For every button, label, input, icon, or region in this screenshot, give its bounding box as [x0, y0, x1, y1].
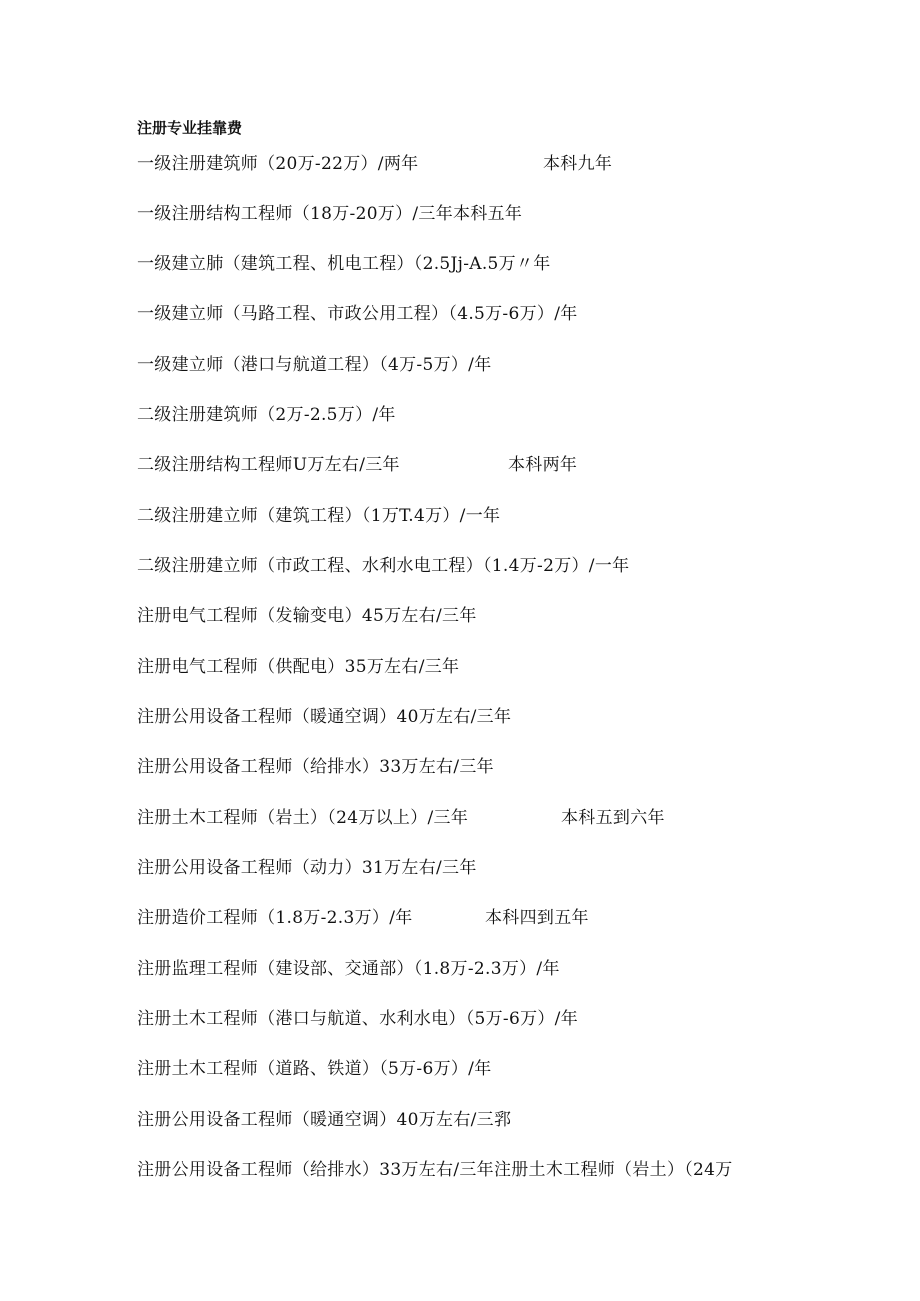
fee-line: 注册造价工程师（1.8万-2.3万）/年 — [137, 908, 413, 928]
fee-line: 注册土木工程师（岩土）（24万以上）/三年 — [137, 808, 469, 828]
fee-line: 注册公用设备工程师（给排水）33万左右/三年注册土木工程师（岩土）（24万 — [137, 1160, 733, 1180]
fee-line-note: 本科九年 — [543, 154, 613, 174]
fee-line: 一级建立师（马路工程、市政公用工程）（4.5万-6万）/年 — [137, 304, 578, 324]
fee-line: 注册监理工程师（建设部、交通部）（1.8万-2.3万）/年 — [137, 959, 560, 979]
fee-line: 注册公用设备工程师（暖通空调）40万左右/三郛 — [137, 1110, 512, 1130]
fee-line: 注册公用设备工程师（暖通空调）40万左右/三年 — [137, 707, 512, 727]
document-title: 注册专业挂靠费 — [137, 119, 243, 137]
fee-line-note: 本科五到六年 — [561, 808, 665, 828]
fee-line: 二级注册建立师（市政工程、水利水电工程）（1.4万-2万）/一年 — [137, 556, 630, 576]
fee-line: 一级注册结构工程师（18万-20万）/三年本科五年 — [137, 204, 523, 224]
fee-line: 注册电气工程师（供配电）35万左右/三年 — [137, 657, 460, 677]
fee-line: 注册公用设备工程师（给排水）33万左右/三年 — [137, 757, 494, 777]
fee-line: 注册土木工程师（道路、铁道）（5万-6万）/年 — [137, 1059, 492, 1079]
fee-line: 注册公用设备工程师（动力）31万左右/三年 — [137, 858, 477, 878]
fee-line: 注册电气工程师（发输变电）45万左右/三年 — [137, 606, 477, 626]
fee-line: 注册土木工程师（港口与航道、水利水电）（5万-6万）/年 — [137, 1009, 579, 1029]
fee-line: 二级注册结构工程师U万左右/三年 — [137, 455, 400, 475]
fee-line: 一级注册建筑师（20万-22万）/两年 — [137, 154, 419, 174]
fee-line: 一级建立师（港口与航道工程）（4万-5万）/年 — [137, 355, 492, 375]
fee-line-note: 本科四到五年 — [485, 908, 589, 928]
fee-line: 二级注册建立师（建筑工程）（1万T.4万）/一年 — [137, 506, 501, 526]
fee-line: 二级注册建筑师（2万-2.5万）/年 — [137, 405, 396, 425]
fee-line-note: 本科两年 — [508, 455, 578, 475]
fee-line: 一级建立肺（建筑工程、机电工程）（2.5Jj-A.5万〃年 — [137, 254, 551, 274]
